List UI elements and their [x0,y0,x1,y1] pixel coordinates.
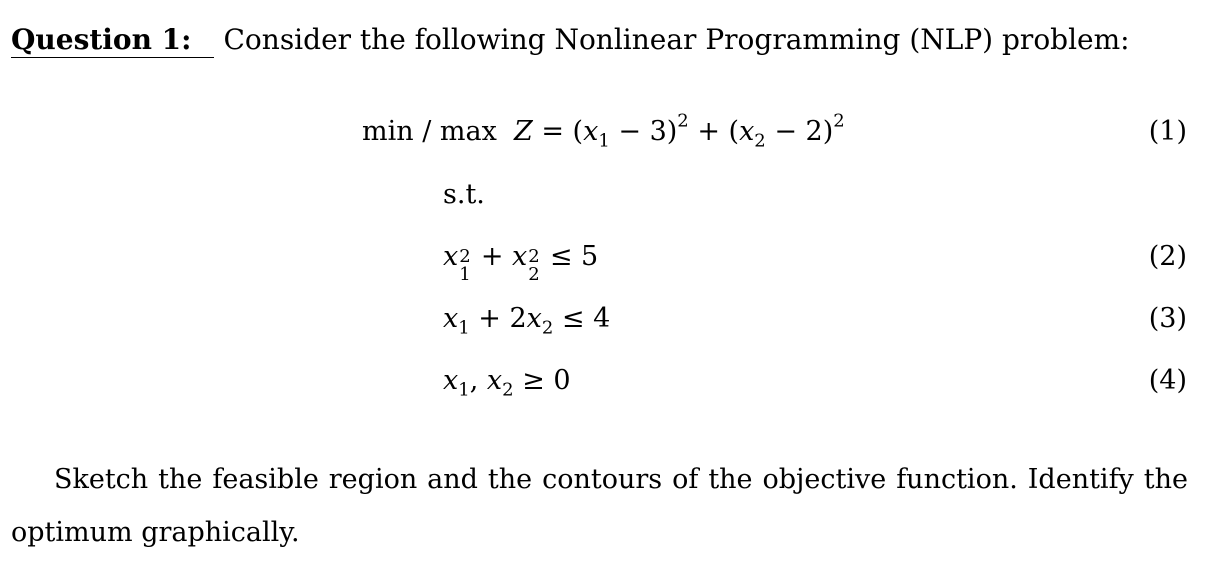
instruction-line-2: optimum graphically. [11,517,300,548]
constraint-3: $x_1 + 2x_2 \le 4$ [443,303,611,339]
question-header [11,22,1130,58]
objective-row: $\min / \max Z = (x_1 - 3)^2 + (x_2 - 2)^2$ [362,110,845,152]
eq-number-2: (2) [1148,241,1187,272]
eq-number-1: (1) [1148,116,1187,147]
instruction-line-1: Sketch the feasible region and the contours of the objective function. Identify the [54,464,1188,495]
question-label: Question 1: [11,23,214,58]
constraint-4: $x_1$, $x_2 \ge 0$ [443,365,571,401]
question-intro: Consider the following Nonlinear Programming (NLP) problem: [223,23,1130,56]
objective-prefix: min / max [362,116,497,147]
constraint-2: x 2 1 + x 2 2 ≤ 5 [443,241,599,285]
eq-number-3: (3) [1148,303,1187,334]
eq-number-4: (4) [1148,365,1187,396]
subject-to-label: s.t. [443,179,485,210]
objective-var: Z [514,116,533,147]
